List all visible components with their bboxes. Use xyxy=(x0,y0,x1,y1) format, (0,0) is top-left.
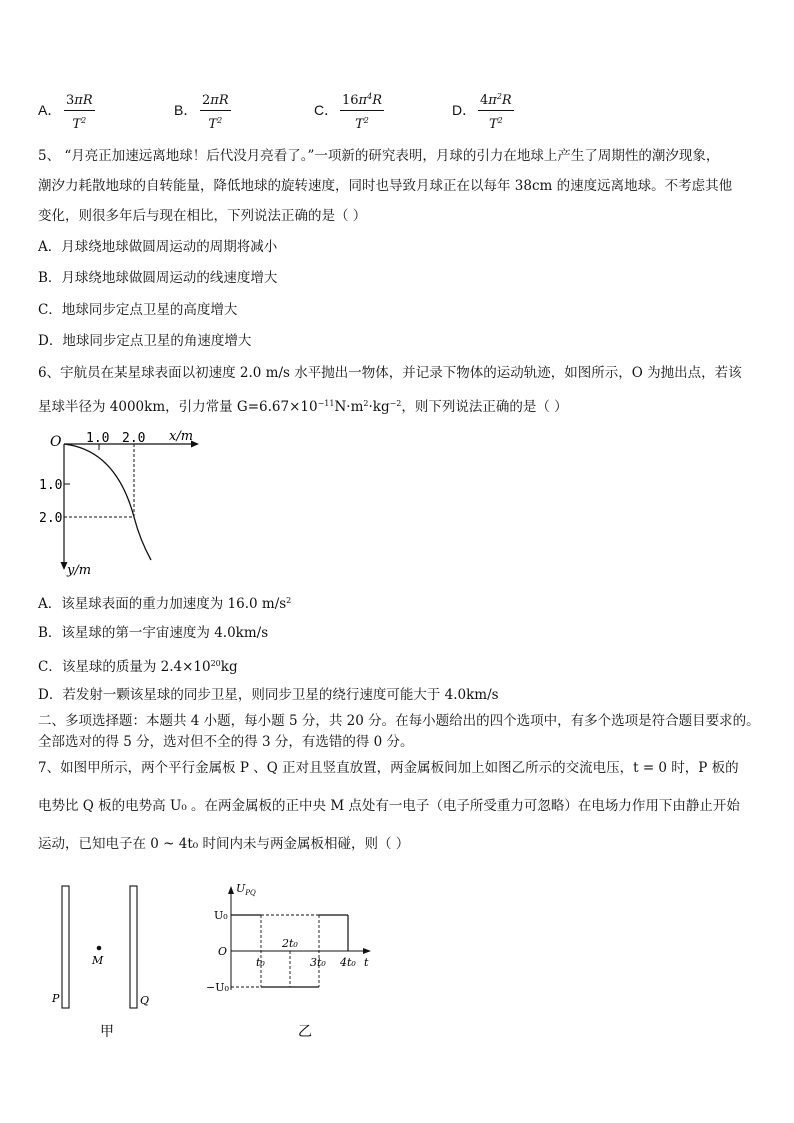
plate-q-label: Q xyxy=(140,994,150,1007)
q6-stem-line-1: 6、宇航员在某星球表面以初速度 2.0 m/s 水平抛出一物体，并记录下物体的运动轨迹，如图所示，O 为抛出点，若该 xyxy=(38,365,742,381)
tick-label-3t0: 3t₀ xyxy=(310,956,326,969)
q4-option-letter: A． xyxy=(38,102,62,118)
graph-origin-label: O xyxy=(50,434,62,450)
point-m-dot xyxy=(97,946,102,951)
y-tick-label-2: 2.0 xyxy=(39,511,63,526)
x-axis-label: x/m xyxy=(169,429,194,444)
u-axis-label: $U_{PQ}$ xyxy=(236,882,256,897)
q4-option-letter: D． xyxy=(452,102,477,118)
q7-figure-yi xyxy=(206,878,386,1048)
u-axis-arrow-icon xyxy=(228,886,234,894)
neg-level-label: −U₀ xyxy=(206,981,229,994)
section2-instruction-1: 二、多项选择题：本题共 4 小题，每小题 5 分，共 20 分。在每小题给出的四个选项中，有多个选项是符合题目要求的。 xyxy=(38,713,760,729)
origin-label: O xyxy=(218,945,228,958)
q5-stem-line-3: 变化，则很多年后与现在相比，下列说法正确的是（ ） xyxy=(38,208,367,224)
y-axis-label: y/m xyxy=(67,563,92,578)
q5-option-b[interactable]: B．月球绕地球做圆周运动的线速度增大 xyxy=(38,270,278,286)
trajectory-curve xyxy=(64,444,151,560)
plate-p-label: P xyxy=(52,992,60,1005)
q7-stem-line-1: 7、如图甲所示，两个平行金属板 P 、Q 正对且竖直放置，两金属板间加上如图乙所示的交流电压，t = 0 时，P 板的 xyxy=(38,760,739,776)
q6-option-a[interactable]: A．该星球表面的重力加速度为 16.0 $m/s^2$ xyxy=(38,596,292,612)
q6-stem-line-2: 星球半径为 4000km，引力常量 $G=6.67\times 10^{-11}N\cdot m^2\cdot kg^{-2}$，则下列说法正确的是（ ） xyxy=(38,399,568,415)
tick-label-2t0: 2t₀ xyxy=(282,937,298,950)
x-tick-label-1: 1.0 xyxy=(86,431,110,446)
y-tick-label-1: 1.0 xyxy=(39,478,63,493)
q4-fraction-a: $\frac{3\pi R}{T^2}$ xyxy=(64,88,95,135)
q5-option-a[interactable]: A．月球绕地球做圆周运动的周期将减小 xyxy=(38,239,278,255)
q6-option-b[interactable]: B．该星球的第一宇宙速度为 4.0km/s xyxy=(38,625,269,641)
tick-label-t0: t₀ xyxy=(256,956,265,969)
q7-stem-line-2: 电势比 Q 板的电势高 U₀ 。在两金属板的正中央 M 点处有一电子（电子所受重力可忽略）在电场力作用下由静止开始 xyxy=(38,798,740,814)
pos-level-label: U₀ xyxy=(214,909,228,922)
q4-fraction-c: $\frac{16\pi^4R}{T^2}$ xyxy=(340,88,384,135)
q5-stem-line-1: 5、 “月亮正加速远离地球！后代没月亮看了。”一项新的研究表明，月球的引力在地球上产生了周期性的潮汐现象， xyxy=(38,148,720,164)
point-m-label: M xyxy=(92,954,104,967)
plate-p xyxy=(62,886,69,1008)
plate-q xyxy=(130,886,137,1008)
tick-label-4t0: 4t₀ xyxy=(340,956,356,969)
q6-trajectory-graph xyxy=(36,424,206,580)
t-axis-arrow-icon xyxy=(363,948,371,954)
q7-figure-jia xyxy=(44,880,174,1050)
q6-option-c[interactable]: C．该星球的质量为 $2.4\times 10^{20}kg$ xyxy=(38,659,238,675)
section2-instruction-2: 全部选对的得 5 分，选对但不全的得 3 分，有选错的得 0 分。 xyxy=(38,734,414,750)
t-axis-label: t xyxy=(364,956,369,969)
q4-fraction-d: $\frac{4\pi^2R}{T^2}$ xyxy=(478,88,514,135)
q4-fraction-b: $\frac{2\pi R}{T^2}$ xyxy=(200,88,231,135)
q5-option-d[interactable]: D．地球同步定点卫星的角速度增大 xyxy=(38,333,252,349)
q6-option-d[interactable]: D．若发射一颗该星球的同步卫星，则同步卫星的绕行速度可能大于 4.0km/s xyxy=(38,687,499,703)
q4-option-letter: C． xyxy=(314,102,339,118)
q7-stem-line-3: 运动，已知电子在 0 ~ 4t₀ 时间内未与两金属板相碰，则（ ） xyxy=(38,836,410,852)
q5-option-c[interactable]: C．地球同步定点卫星的高度增大 xyxy=(38,302,238,318)
q5-stem-line-2: 潮汐力耗散地球的自转能量，降低地球的旋转速度，同时也导致月球正在以每年 38cm 的速度远离地球。不考虑其他 xyxy=(38,178,733,194)
figure-jia-caption: 甲 xyxy=(100,1024,114,1040)
figure-yi-caption: 乙 xyxy=(298,1024,312,1040)
x-tick-label-2: 2.0 xyxy=(122,431,146,446)
q4-option-letter: B． xyxy=(174,102,198,118)
